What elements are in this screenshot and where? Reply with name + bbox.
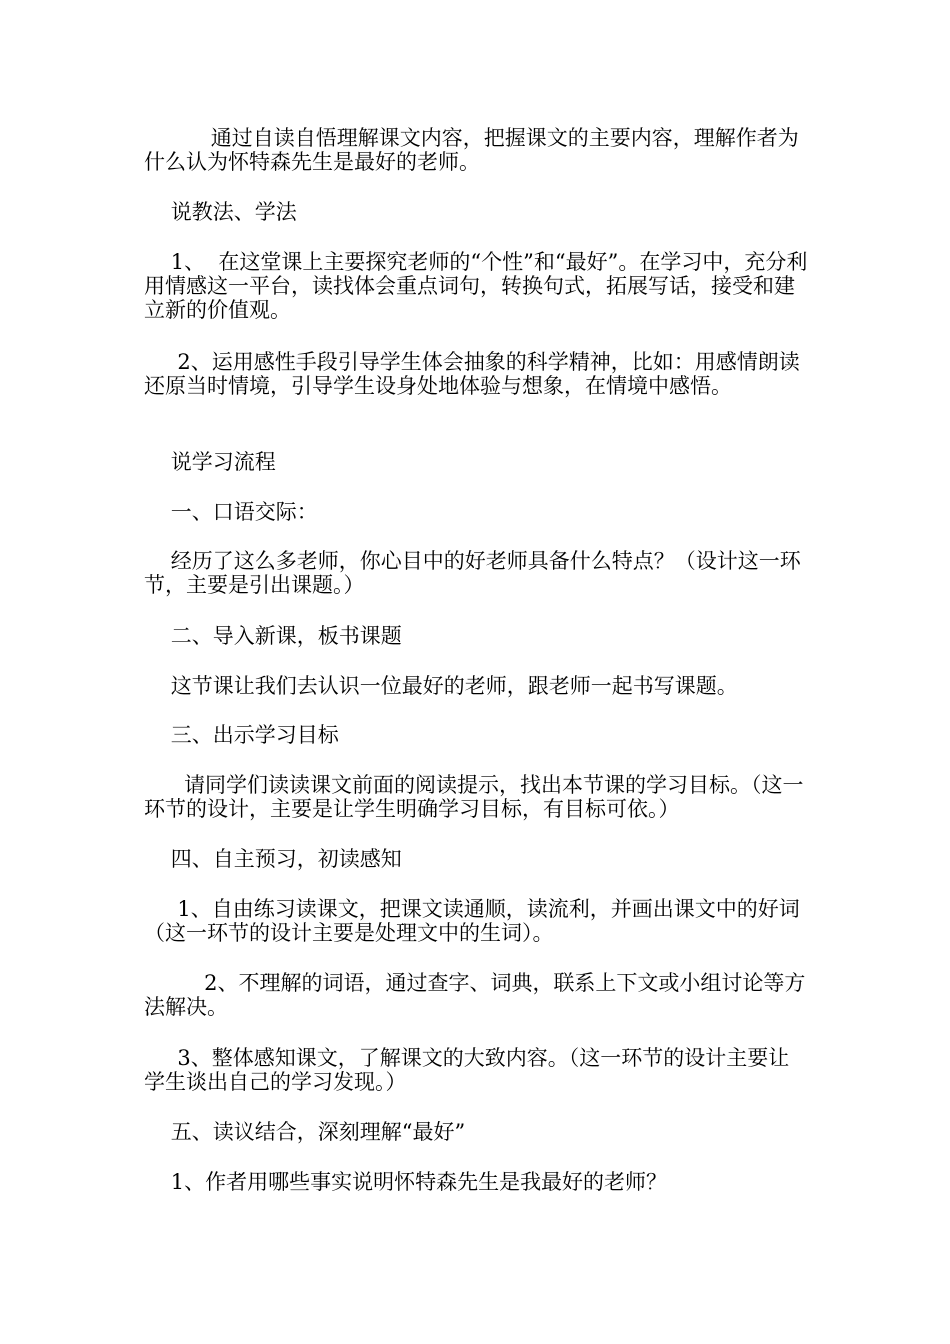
heading-step-2: 二、导入新课，板书课题: [144, 624, 402, 648]
heading-step-4: 四、自主预习，初读感知: [144, 847, 402, 871]
heading-step-5: 五、读议结合，深刻理解“最好”: [144, 1120, 466, 1144]
heading-step-1: 一、口语交际：: [144, 500, 318, 524]
paragraph-step-4-2: 2、不理解的词语，通过查字、词典，联系上下文或小组讨论等方法解决。: [144, 971, 806, 1019]
heading-teaching-methods: 说教法、学法: [144, 200, 297, 224]
paragraph-step-4-3: 3、整体感知课文，了解课文的大致内容。（这一环节的设计主要让学生谈出自己的学习发现。）: [144, 1046, 790, 1094]
paragraph-step-2: 这节课让我们去认识一位最好的老师，跟老师一起书写课题。: [144, 674, 738, 698]
paragraph-method-1: 1、 在这堂课上主要探究老师的“个性”和“最好”。在学习中，充分利用情感这一平台，读找体会重点词句，转换句式，拓展写话，接受和建立新的价值观。: [144, 250, 808, 322]
paragraph-learning-goal: 通过自读自悟理解课文内容，把握课文的主要内容，理解作者为什么认为怀特森先生是最好的老师。: [144, 126, 799, 174]
paragraph-step-4-1: 1、自由练习读课文，把课文读通顺，读流利，并画出课文中的好词（这一环节的设计主要是处理文中的生词）。: [144, 897, 800, 945]
heading-step-3: 三、出示学习目标: [144, 723, 339, 747]
paragraph-method-2: 2、运用感性手段引导学生体会抽象的科学精神，比如：用感情朗读还原当时情境，引导学生设身处地体验与想象，在情境中感悟。: [144, 350, 800, 398]
heading-learning-process: 说学习流程: [144, 450, 276, 474]
paragraph-step-1: 经历了这么多老师，你心目中的好老师具备什么特点？（设计这一环节，主要是引出课题。）: [144, 549, 801, 597]
paragraph-step-5-1: 1、作者用哪些事实说明怀特森先生是我最好的老师？: [144, 1170, 668, 1194]
paragraph-step-3: 请同学们读读课文前面的阅读提示，找出本节课的学习目标。（这一环节的设计，主要是让学生明确学习目标，有目标可依。）: [144, 773, 804, 821]
